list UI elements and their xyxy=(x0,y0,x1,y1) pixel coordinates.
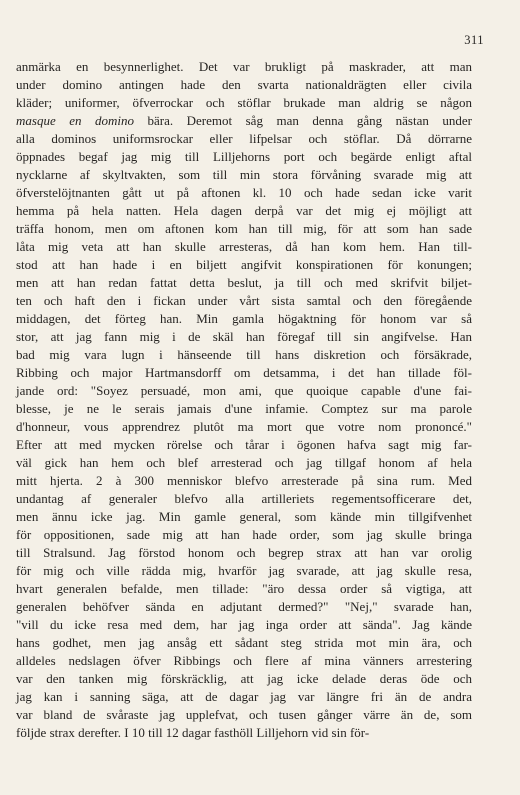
text-line: undantag af generaler blefvo alla artilleriets regementsofficerare det, xyxy=(16,491,472,506)
text-line: stod att han hade i en biljett angifvit konspirationen för konungen; xyxy=(16,257,472,272)
text-line: hemma på hela natten. Hela dagen derpå var det mig ej möjligt att xyxy=(16,203,472,218)
page-number: 311 xyxy=(464,33,484,47)
text-line: följde strax derefter. I 10 till 12 dagar fasthöll Lilljehorn vid sin för- xyxy=(16,725,370,740)
body-text xyxy=(16,58,472,742)
text-line: hans godhet, men jag ansåg ett sådant steg strida mot min ära, och xyxy=(16,635,472,650)
text-line: ten och haft den i fickan under vårt sista samtal och den föregående xyxy=(16,293,472,308)
text-line: låta mig veta att han skulle arresteras, då han kom hem. Han till- xyxy=(16,239,472,254)
text-line: öppnades begaf jag mig till Lilljehorns port och begärde enligt aftal xyxy=(16,149,472,164)
text-line: var den tanken mig förskräcklig, att jag icke delade deras öde och xyxy=(16,671,472,686)
text-line: för mig och ville rädda mig, hvarför jag svarade, att jag skulle resa, xyxy=(16,563,472,578)
text-line: alla dominos uniformsrockar eller lifpelsar och stöflar. Då dörrarne xyxy=(16,131,472,146)
text-line: men att han redan fattat detta beslut, ja till och med skrifvit biljet- xyxy=(16,275,472,290)
text-line: middagen, det förteg han. Min gamla högaktning för honom var så xyxy=(16,311,472,326)
text-line: träffa honom, men om aftonen kom han till mig, för att som han sade xyxy=(16,221,472,236)
text-line: masque en domino bära. Deremot såg man denna gång nästan under xyxy=(16,113,472,128)
text-line: kläder; uniformer, öfverrockar och stöflar brukade man aldrig se någon xyxy=(16,95,472,110)
text-line: hvart generalen befalde, men tillade: "äro dessa order så vigtiga, att xyxy=(16,581,472,596)
text-line: under domino antingen hade den svarta nationaldrägten eller civila xyxy=(16,77,472,92)
text-line: nycklarne af skyltvakten, som till min stora förvåning svarade mig att xyxy=(16,167,472,182)
text-line: till Stralsund. Jag förstod honom och begrep strax att han var orolig xyxy=(16,545,472,560)
text-line: men ännu icke jag. Min gamle general, som kände min tillgifvenhet xyxy=(16,509,472,524)
text-line: stor, att jag fann mig i de skäl han föregaf till sin angifvelse. Han xyxy=(16,329,472,344)
text-line: "vill du icke resa med dem, har jag inga order att sända". Jag kände xyxy=(16,617,472,632)
text-line: alldeles nedslagen öfver Ribbings och flere af mina vänners arrestering xyxy=(16,653,472,668)
text-line: d'honneur, vous apprendrez plutôt ma mort que votre nom prononcé." xyxy=(16,419,472,434)
text-line: Efter att med mycken rörelse och tårar i ögonen hafva sagt mig far- xyxy=(16,437,472,452)
text-line: mitt hjerta. 2 à 300 menniskor blefvo arresterade på sina rum. Med xyxy=(16,473,472,488)
text-line: generalen behöfver sända en adjutant dermed?" "Nej," svarade han, xyxy=(16,599,472,614)
text-line: öfverstelöjtnanten gått ut på aftonen kl. 10 och hade sedan icke varit xyxy=(16,185,472,200)
text-line: Ribbing och major Hartmansdorff om detsamma, i det han tillade föl- xyxy=(16,365,472,380)
text-line: bad mig vara lugn i hänseende till hans diskretion och försäkrade, xyxy=(16,347,472,362)
text-line: väl gick han hem och blef arresterad och jag tillgaf honom af hela xyxy=(16,455,472,470)
text-line: anmärka en besynnerlighet. Det var brukligt på maskrader, att man xyxy=(16,59,472,74)
text-line: jag kan i sanning säga, att de dagar jag var längre fri än de andra xyxy=(16,689,472,704)
text-line: för oppositionen, sade mig att han hade order, som jag skulle bringa xyxy=(16,527,472,542)
text-line: jande ord: "Soyez persuadé, mon ami, que quoique capable d'une fai- xyxy=(16,383,472,398)
text-line: var bland de svåraste jag upplefvat, och tusen gånger värre än de, som xyxy=(16,707,472,722)
text-line: blesse, je ne le serais jamais d'une infamie. Comptez sur ma parole xyxy=(16,401,472,416)
